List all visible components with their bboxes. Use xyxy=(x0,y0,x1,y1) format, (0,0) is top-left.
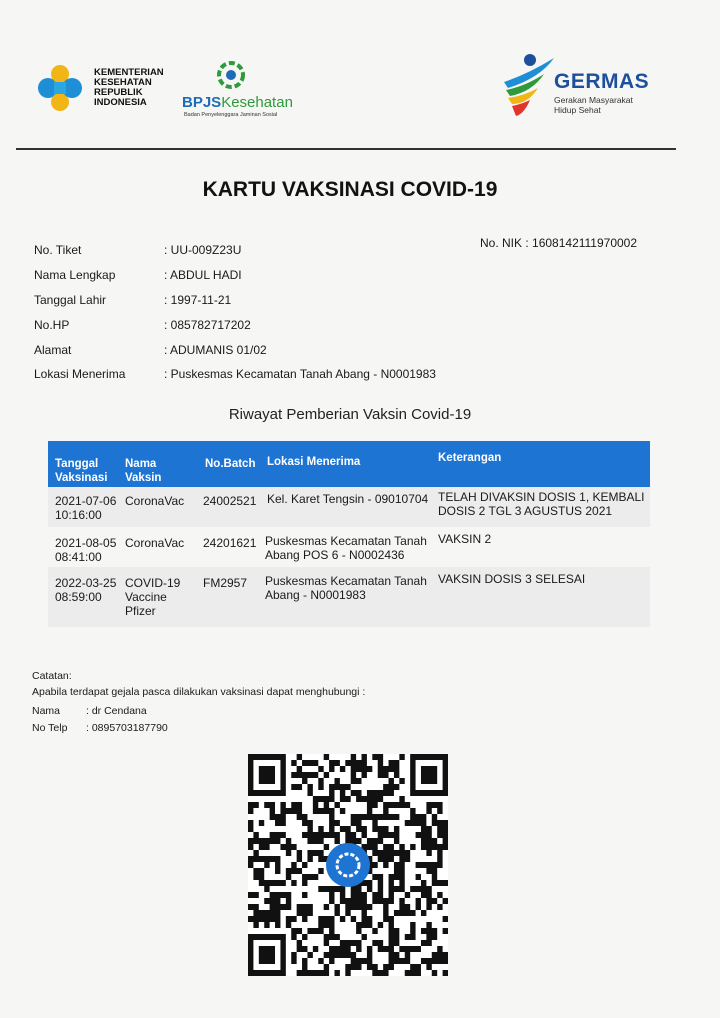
bpjs-subtitle: Badan Penyelenggara Jaminan Sosial xyxy=(184,112,278,118)
bpjs-name-a: BPJS xyxy=(182,94,222,111)
cell-vaccine: CoronaVac xyxy=(125,536,185,550)
qr-code xyxy=(248,754,448,976)
info-label: Lokasi Menerima xyxy=(34,367,126,381)
kemenkes-line: KESEHATAN xyxy=(94,77,152,88)
info-value: : ABDUL HADI xyxy=(164,268,242,282)
notes-text: Apabila terdapat gejala pasca dilakukan vaksinasi dapat menghubungi : xyxy=(32,686,366,698)
contact-phone-label: No Telp xyxy=(32,722,68,734)
germas-subtitle xyxy=(554,95,644,115)
contact-phone-value: : 0895703187790 xyxy=(86,722,168,734)
contact-phone-row xyxy=(32,722,168,734)
kemenkes-line: REPUBLIK xyxy=(94,87,143,98)
bpjs-name xyxy=(182,94,293,111)
info-value: : 1997-11-21 xyxy=(164,293,232,307)
info-label: Nama Lengkap xyxy=(34,268,116,282)
cell-notes: VAKSIN DOSIS 3 SELESAI xyxy=(438,572,586,586)
info-label: Tanggal Lahir xyxy=(34,293,107,307)
header-location: Lokasi Menerima xyxy=(267,456,361,468)
germas-subtitle-line: Hidup Sehat xyxy=(554,105,601,115)
cell-location: Puskesmas Kecamatan Tanah Abang - N0001983 xyxy=(265,574,427,602)
cell-batch: 24002521 xyxy=(203,494,257,508)
kemenkes-text xyxy=(94,68,184,108)
info-value: : Puskesmas Kecamatan Tanah Abang - N0001983 xyxy=(164,367,436,381)
germas-name: GERMAS xyxy=(554,70,650,93)
info-label: No. Tiket xyxy=(34,243,82,257)
germas-subtitle-line: Gerakan Masyarakat xyxy=(554,95,633,105)
nik-value: : 1608142111970002 xyxy=(525,236,638,250)
cell-date: 2022-03-25 08:59:00 xyxy=(55,576,117,604)
page-title: KARTU VAKSINASI COVID-19 xyxy=(202,178,498,201)
info-label: Alamat xyxy=(34,343,72,357)
table-row xyxy=(48,527,650,567)
cell-date: 2021-07-06 10:16:00 xyxy=(55,494,117,522)
contact-name-value: : dr Cendana xyxy=(86,705,147,717)
bpjs-logo-icon xyxy=(216,60,246,90)
germas-logo xyxy=(500,52,660,127)
cell-notes: TELAH DIVAKSIN DOSIS 1, KEMBALI DOSIS 2 TGL 3 AGUSTUS 2021 xyxy=(438,490,645,518)
table-header xyxy=(48,441,650,487)
header-notes: Keterangan xyxy=(438,452,502,464)
table-row xyxy=(48,567,650,627)
history-title: Riwayat Pemberian Vaksin Covid-19 xyxy=(228,406,472,423)
germas-logo-icon xyxy=(500,52,556,124)
kemenkes-line: KEMENTERIAN xyxy=(94,67,164,78)
header-batch: No.Batch xyxy=(205,458,256,470)
contact-name-label: Nama xyxy=(32,705,61,717)
cell-batch: 24201621 xyxy=(203,536,257,550)
header-divider xyxy=(16,148,676,150)
nik-field xyxy=(480,236,637,250)
header-vaccine: Nama Vaksin xyxy=(125,458,162,484)
kemenkes-logo-icon xyxy=(32,60,88,116)
cell-vaccine: COVID-19 Vaccine Pfizer xyxy=(125,576,181,618)
info-label: No.HP xyxy=(34,318,70,332)
notes-heading: Catatan: xyxy=(32,670,72,682)
nik-label: No. NIK xyxy=(480,236,523,250)
table-row xyxy=(48,487,650,527)
kemenkes-logo xyxy=(32,60,182,120)
cell-location: Kel. Karet Tengsin - 09010704 xyxy=(267,492,429,506)
cell-location: Puskesmas Kecamatan Tanah Abang POS 6 - N0002436 xyxy=(265,534,427,562)
kemenkes-line: INDONESIA xyxy=(94,97,147,108)
header-date: Tanggal Vaksinasi xyxy=(55,458,108,484)
cell-notes: VAKSIN 2 xyxy=(438,532,492,546)
bpjs-logo xyxy=(182,60,292,120)
bpjs-name-b: Kesehatan xyxy=(221,94,293,111)
cell-batch: FM2957 xyxy=(203,576,248,590)
vaccination-history-table xyxy=(48,441,650,627)
info-value: : 085782717202 xyxy=(164,318,251,332)
cell-vaccine: CoronaVac xyxy=(125,494,185,508)
info-value: : UU-009Z23U xyxy=(164,243,242,257)
cell-date: 2021-08-05 08:41:00 xyxy=(55,536,117,564)
contact-name-row xyxy=(32,705,147,717)
info-value: : ADUMANIS 01/02 xyxy=(164,343,267,357)
